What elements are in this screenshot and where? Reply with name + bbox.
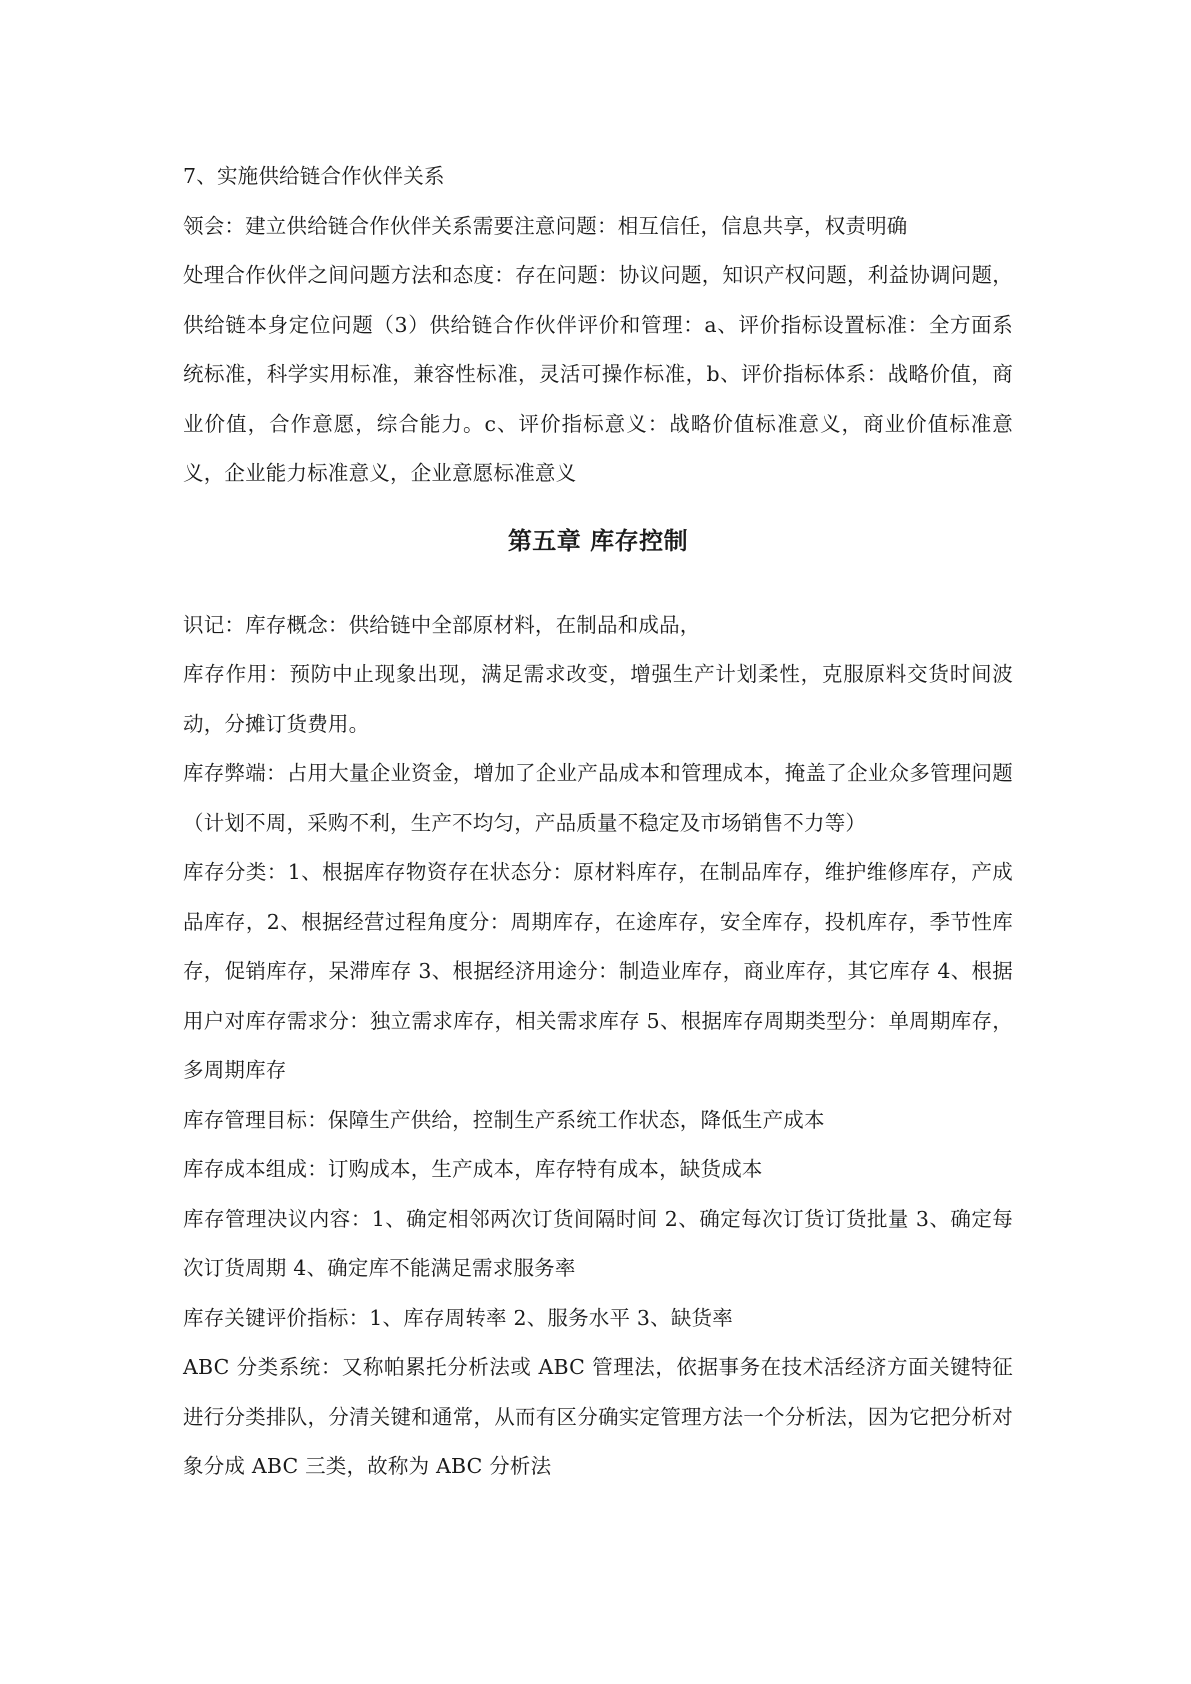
- inventory-management-goal-paragraph: 库存管理目标：保障生产供给，控制生产系统工作状态，降低生产成本: [183, 1107, 825, 1132]
- inventory-classification-paragraph: 库存分类：1、根据库存物资存在状态分：原材料库存，在制品库存，维护维修库存，产成品库存，2、根据经营过程角度分：周期库存，在途库存，安全库存，投机库存，季节性库存，促销库存，呆滞库存 3、根据经济用途分：制造业库存，商业库存，其它库存 4、根据用户对库存需求分：独立需求库存，相关需求库存 5、根据库存周期类型分：单周期库存，多周期库存: [183, 860, 1013, 1082]
- chapter-5-title: 第五章 库存控制: [507, 525, 689, 555]
- inventory-key-indicators-paragraph: 库存关键评价指标：1、库存周转率 2、服务水平 3、缺货率: [183, 1305, 733, 1330]
- section-7-heading: 7、实施供给链合作伙伴关系: [183, 164, 445, 188]
- inventory-concept-paragraph: 识记：库存概念：供给链中全部原材料，在制品和成品，: [183, 612, 701, 637]
- inventory-drawbacks-paragraph: 库存弊端：占用大量企业资金，增加了企业产品成本和管理成本，掩盖了企业众多管理问题（计划不周，采购不利，生产不均匀，产品质量不稳定及市场销售不力等）: [183, 761, 1013, 835]
- inventory-function-paragraph: 库存作用：预防中止现象出现，满足需求改变，增强生产计划柔性，克服原料交货时间波动，分摊订货费用。: [183, 662, 1013, 736]
- page-content: [183, 152, 1013, 1492]
- inventory-decision-paragraph: 库存管理决议内容：1、确定相邻两次订货间隔时间 2、确定每次订货订货批量 3、确定每次订货周期 4、确定库不能满足需求服务率: [183, 1206, 1013, 1280]
- inventory-cost-paragraph: 库存成本组成：订购成本，生产成本，库存特有成本，缺货成本: [183, 1157, 763, 1181]
- section-7-handling-paragraph: 处理合作伙伴之间问题方法和态度：存在问题：协议问题，知识产权问题，利益协调问题，供给链本身定位问题（3）供给链合作伙伴评价和管理：a、评价指标设置标准：全方面系统标准，科学实用标准，兼容性标准，灵活可操作标准，b、评价指标体系：战略价值，商业价值，合作意愿，综合能力。c、评价指标意义：战略价值标准意义，商业价值标准意义，企业能力标准意义，企业意愿标准意义: [183, 263, 1013, 485]
- abc-classification-paragraph: ABC 分类系统：又称帕累托分析法或 ABC 管理法，依据事务在技术活经济方面关键特征进行分类排队，分清关键和通常，从而有区分确实定管理方法一个分析法，因为它把分析对象分成 ABC 三类，故称为 ABC 分析法: [183, 1355, 1013, 1478]
- section-7-comprehend-paragraph: 领会：建立供给链合作伙伴关系需要注意问题：相互信任，信息共享，权责明确: [183, 213, 908, 238]
